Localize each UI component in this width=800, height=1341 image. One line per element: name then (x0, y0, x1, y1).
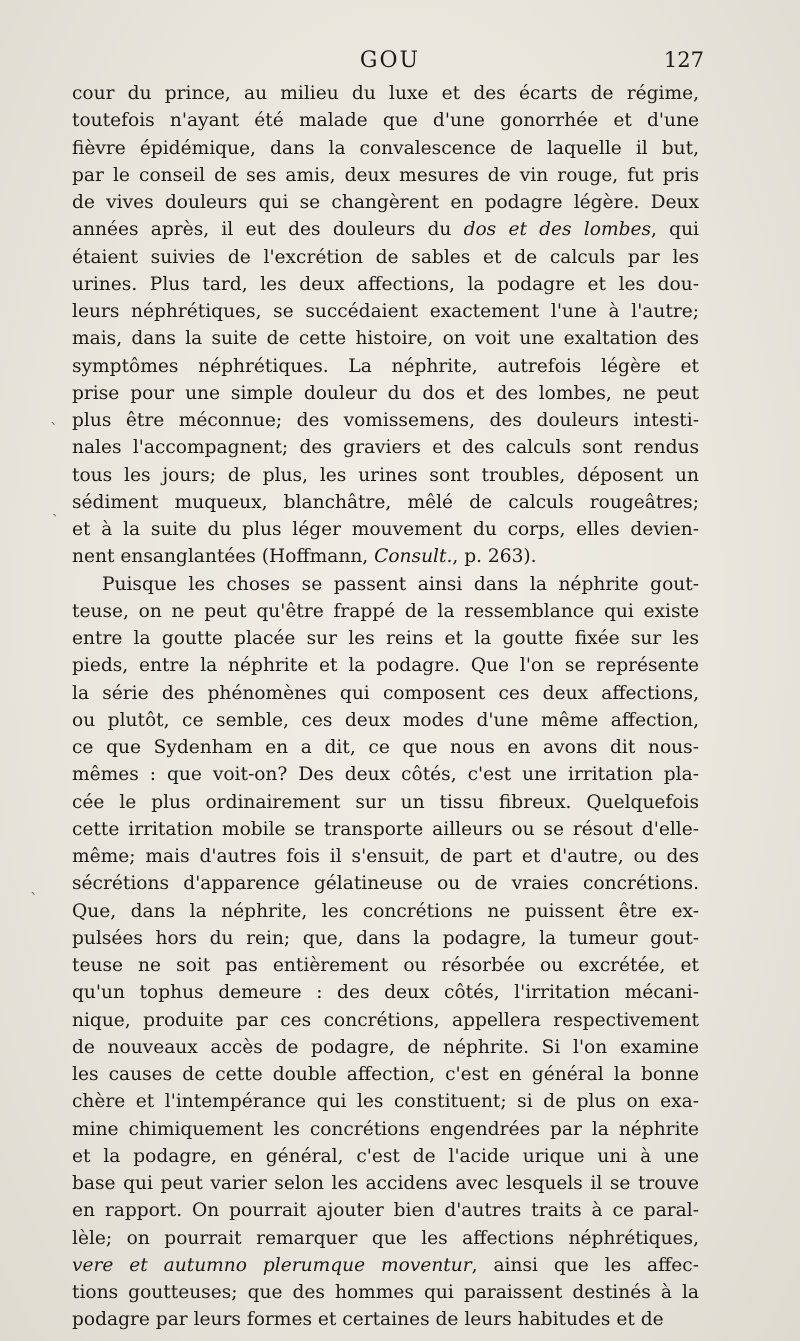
margin-mark: ˎ (52, 498, 58, 517)
page-number: 127 (663, 48, 704, 72)
text-line: sécrétions d'apparence gélatineuse ou de vraies concrétions. (72, 873, 699, 895)
text-segment: , p. 263). (452, 546, 537, 568)
text-line: entre la goutte placée sur les reins et la goutte fixée sur les (72, 628, 699, 649)
text-line: plus être méconnue; des vomissemens, des douleurs intesti- (72, 410, 699, 431)
margin-mark: ˋ (50, 420, 58, 439)
text-line: base qui peut varier selon les accidens avec lesquels il se trouve (72, 1173, 699, 1194)
text-line: lèle; on pourrait remarquer que les affections néphrétiques, (72, 1227, 699, 1249)
text-segment: , ainsi que les affec- (471, 1254, 699, 1276)
text-line: pulsées hors du rein; que, dans la podagre, la tumeur gout- (72, 927, 699, 949)
text-line: mêmes : que voit-on? Des deux côtés, c'est une irritation pla- (72, 764, 699, 786)
text-line: prise pour une simple douleur du dos et des lombes, ne peut (72, 382, 699, 404)
text-line: sédiment muqueux, blanchâtre, mêlé de calculs rougeâtres; (72, 491, 699, 513)
text-line: même; mais d'autres fois il s'ensuit, de part et d'autre, ou des (72, 846, 699, 867)
italic-phrase: vere et autumno plerumque moventur (72, 1254, 472, 1276)
text-line: les causes de cette double affection, c'est en général la bonne (72, 1064, 699, 1085)
italic-phrase: Consult. (374, 546, 453, 568)
text-line: la série des phénomènes qui composent ces deux affections, (72, 682, 699, 704)
text-line: cée le plus ordinairement sur un tissu fibreux. Quelquefois (72, 791, 699, 813)
text-line: symptômes néphrétiques. La néphrite, autrefois légère et (72, 355, 699, 377)
text-segment: , qui (651, 219, 699, 241)
text-line (72, 1252, 699, 1279)
text-line: nales l'accompagnent; des graviers et des calculs sont rendus (72, 437, 699, 459)
text-line: et la podagre, en général, c'est de l'acide urique uni à une (72, 1145, 699, 1167)
body-text (72, 80, 699, 1334)
text-line: tions goutteuses; que des hommes qui paraissent destinés à la (72, 1282, 699, 1303)
text-line: pieds, entre la néphrite et la podagre. Que l'on se représente (72, 655, 699, 677)
running-title: GOU (359, 48, 421, 73)
text-segment: nent ensanglantées (Hoffmann, (72, 546, 375, 568)
text-line: Que, dans la néphrite, les concrétions ne puissent être ex- (72, 900, 699, 922)
text-line: ou plutôt, ce semble, ces deux modes d'une même affection, (72, 709, 699, 731)
running-head (72, 48, 708, 76)
text-line: et à la suite du plus léger mouvement du corps, elles devien- (72, 519, 699, 540)
text-line: de nouveaux accès de podagre, de néphrite. Si l'on examine (72, 1036, 699, 1058)
margin-mark: ˋ (30, 890, 38, 909)
text-line: en rapport. On pourrait ajouter bien d'autres traits à ce paral- (72, 1200, 699, 1222)
text-line: cour du prince, au milieu du luxe et des écarts de régime, (72, 83, 699, 104)
text-line: qu'un tophus demeure : des deux côtés, l'irritation mécani- (72, 982, 699, 1004)
text-line (72, 216, 699, 243)
text-line: cette irritation mobile se transporte ailleurs ou se résout d'elle- (72, 818, 699, 840)
text-line: de vives douleurs qui se changèrent en podagre légère. Deux (72, 192, 699, 213)
text-line: ce que Sydenham en a dit, ce que nous en avons dit nous- (72, 737, 699, 758)
italic-phrase: dos et des lombes (463, 219, 652, 241)
text-line: fièvre épidémique, dans la convalescence de laquelle il but, (72, 137, 699, 159)
text-line: mais, dans la suite de cette histoire, on voit une exaltation des (72, 328, 699, 350)
text-line (72, 543, 699, 570)
text-line: podagre par leurs formes et certaines de leurs habitudes et de (72, 1309, 664, 1331)
text-line: nique, produite par ces concrétions, appellera respectivement (72, 1009, 699, 1031)
text-line: urines. Plus tard, les deux affections, la podagre et les dou- (72, 273, 699, 295)
text-line: mine chimiquement les concrétions engendrées par la néphrite (72, 1118, 699, 1140)
text-line: Puisque les choses se passent ainsi dans la néphrite gout- (102, 573, 699, 595)
text-line: toutefois n'ayant été malade que d'une gonorrhée et d'une (72, 110, 699, 132)
text-line: étaient suivies de l'excrétion de sables et de calculs par les (72, 246, 699, 268)
text-line: chère et l'intempérance qui les constituent; si de plus on exa- (72, 1091, 699, 1113)
text-line: teuse, on ne peut qu'être frappé de la ressemblance qui existe (72, 600, 699, 622)
text-line: tous les jours; de plus, les urines sont troubles, déposent un (72, 464, 699, 486)
text-segment: années après, il eut des douleurs du (72, 219, 464, 241)
text-line: teuse ne soit pas entièrement ou résorbée ou excrétée, et (72, 955, 699, 976)
text-line: leurs néphrétiques, se succédaient exactement l'une à l'autre; (72, 301, 699, 322)
text-line: par le conseil de ses amis, deux mesures de vin rouge, fut pris (72, 164, 699, 186)
